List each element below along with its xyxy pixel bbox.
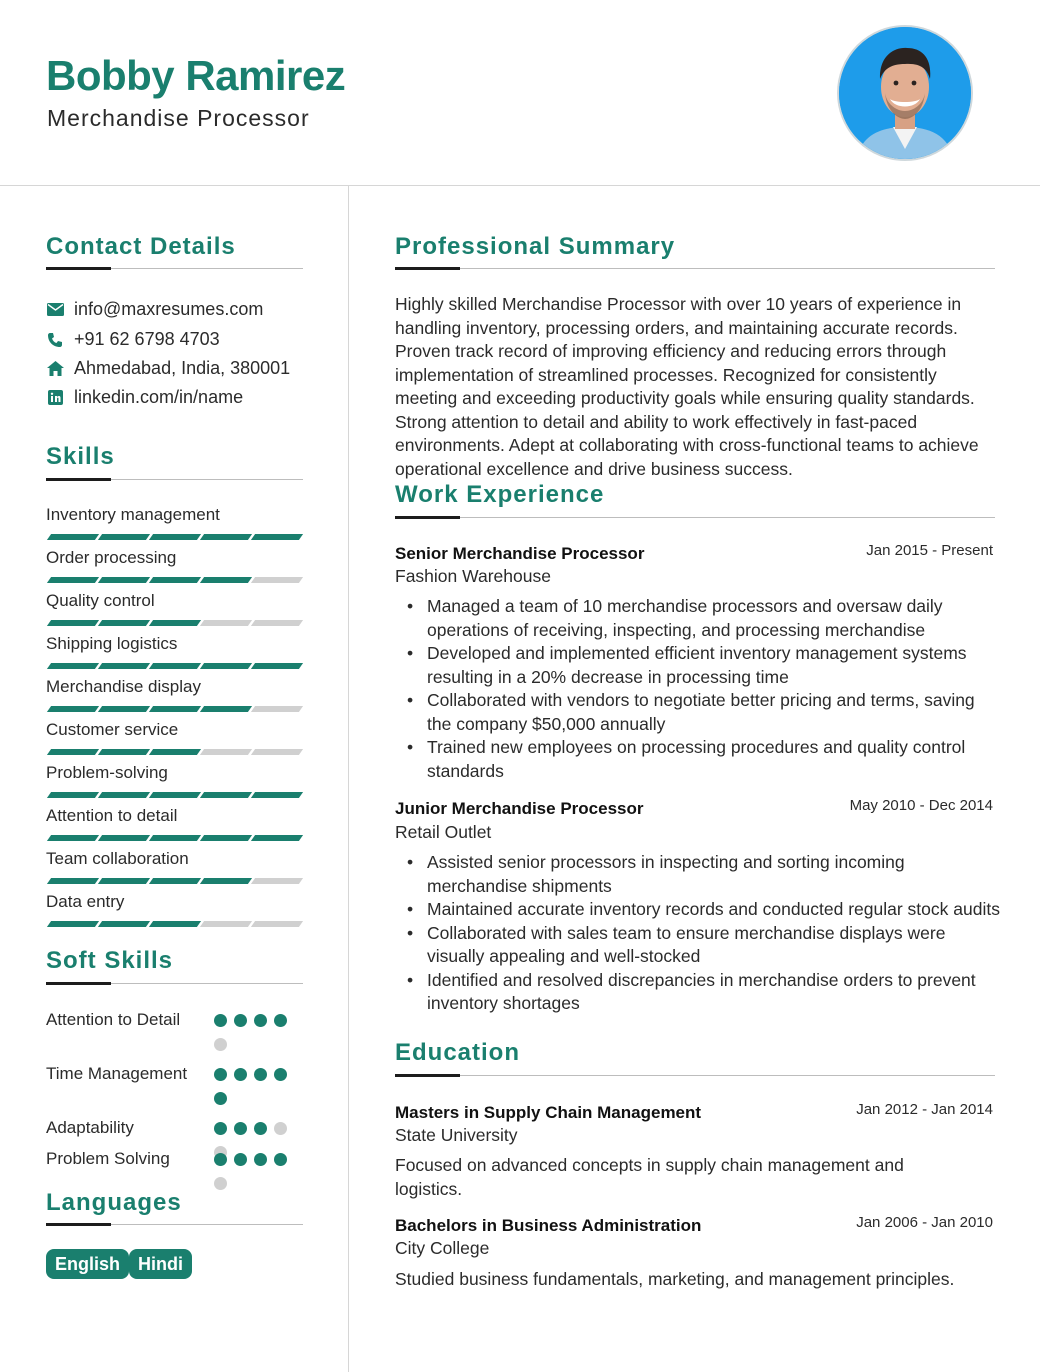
skill-level-segment <box>98 534 150 540</box>
job-dates: Jan 2015 - Present <box>866 542 993 559</box>
skill-level-segment <box>251 792 303 798</box>
contact-phone[interactable] <box>46 329 220 350</box>
language-badge: English <box>46 1249 129 1279</box>
skill-level-segment <box>47 620 99 626</box>
list-item: • Developed and implemented efficient inventory management systems resulting in a 20% decrease in processing time <box>427 642 1000 689</box>
skill-level-segment <box>200 620 252 626</box>
skill-level-segment <box>98 749 150 755</box>
skill-level-bar <box>46 534 302 540</box>
job-bullets <box>395 595 1000 783</box>
degree-dates: Jan 2012 - Jan 2014 <box>856 1101 993 1118</box>
languages-rule <box>46 1224 303 1225</box>
skill-level-segment <box>200 878 252 884</box>
contact-address <box>46 358 290 379</box>
skill-level-bar <box>46 921 302 927</box>
skill-level-segment <box>98 878 150 884</box>
skill-level-segment <box>47 663 99 669</box>
skill-level-segment <box>149 577 201 583</box>
skill-level-segment <box>200 663 252 669</box>
summary-rule <box>395 268 995 269</box>
candidate-name: Bobby Ramirez <box>46 52 346 99</box>
contact-rule <box>46 268 303 269</box>
candidate-title: Merchandise Processor <box>47 105 310 131</box>
resume-header <box>0 0 1040 186</box>
skill-level-segment <box>98 792 150 798</box>
experience-rule <box>395 517 995 518</box>
degree-description: Focused on advanced concepts in supply chain management and logistics. <box>395 1155 904 1199</box>
skill-level-segment <box>149 620 201 626</box>
skills-heading: Skills <box>46 443 115 470</box>
skill-level-segment <box>47 749 99 755</box>
envelope-icon <box>46 301 64 319</box>
skill-level-segment <box>251 663 303 669</box>
degree-dates: Jan 2006 - Jan 2010 <box>856 1214 993 1231</box>
phone-text: +91 62 6798 4703 <box>74 329 220 349</box>
skill-level-bar <box>46 663 302 669</box>
skill-level-bar <box>46 749 302 755</box>
email-text: info@maxresumes.com <box>74 299 264 319</box>
degree-description: Studied business fundamentals, marketing, and management principles. <box>395 1269 955 1289</box>
skill-name: Merchandise display <box>46 677 201 696</box>
skill-level-segment <box>251 835 303 841</box>
skill-level-segment <box>47 921 99 927</box>
soft-skill-name: Adaptability <box>46 1118 134 1137</box>
rating-dot <box>274 1068 287 1081</box>
skill-name: Customer service <box>46 720 179 739</box>
rating-dot <box>214 1038 227 1051</box>
rating-dot <box>234 1014 247 1027</box>
education-rule <box>395 1075 995 1076</box>
profile-photo <box>837 25 973 161</box>
skill-level-segment <box>47 835 99 841</box>
skill-level-segment <box>251 620 303 626</box>
skill-level-bar <box>46 577 302 583</box>
skill-level-segment <box>200 577 252 583</box>
soft-skills-rule <box>46 983 303 984</box>
degree-title: Masters in Supply Chain Management <box>395 1103 702 1122</box>
skill-level-segment <box>149 749 201 755</box>
phone-icon <box>46 331 64 349</box>
skill-level-segment <box>47 534 99 540</box>
skill-level-segment <box>98 577 150 583</box>
soft-skill-name: Attention to Detail <box>46 1010 181 1029</box>
skills-rule <box>46 479 303 480</box>
list-item: • Identified and resolved discrepancies in merchandise orders to prevent inventory shortages <box>427 969 1000 1016</box>
rating-dot <box>214 1177 227 1190</box>
list-item: • Maintained accurate inventory records and conducted regular stock audits <box>427 898 1000 922</box>
skill-level-segment <box>200 706 252 712</box>
list-item: • Trained new employees on processing procedures and quality control standards <box>427 736 1000 783</box>
skill-level-bar <box>46 620 302 626</box>
rating-dot <box>214 1122 227 1135</box>
rating-dot <box>214 1068 227 1081</box>
skill-name: Order processing <box>46 548 177 567</box>
rating-dot <box>214 1153 227 1166</box>
job-dates: May 2010 - Dec 2014 <box>849 797 993 814</box>
summary-text: Highly skilled Merchandise Processor with over 10 years of experience in handling inventory, processing orders, and maintaining accurate records. Proven track record of improving efficiency and reducing errors through implementation of streamlined processes. Recognized for consistently meeting and exceeding productivity goals while ensuring quality standards. Strong attention to detail and ability to work effectively in fast-paced environments. Adept at collaborating with cross-functional teams to achieve operational excellence and drive business success. <box>395 294 979 479</box>
rating-dot <box>274 1122 287 1135</box>
skill-level-segment <box>98 620 150 626</box>
job-role: Senior Merchandise Processor <box>395 544 645 563</box>
languages-heading: Languages <box>46 1189 182 1216</box>
skill-level-segment <box>47 792 99 798</box>
skill-level-segment <box>200 749 252 755</box>
skill-level-segment <box>47 706 99 712</box>
skill-level-segment <box>149 534 201 540</box>
skill-level-segment <box>149 706 201 712</box>
skill-level-segment <box>251 577 303 583</box>
list-item: • Collaborated with sales team to ensure merchandise displays were visually appealing and well-stocked <box>427 922 1000 969</box>
rating-dot <box>254 1068 267 1081</box>
skill-level-segment <box>251 706 303 712</box>
skill-level-segment <box>149 878 201 884</box>
list-item: • Managed a team of 10 merchandise processors and oversaw daily operations of receiving, inspecting, and processing merchandise <box>427 595 1000 642</box>
skill-level-segment <box>149 663 201 669</box>
soft-skill-name: Time Management <box>46 1064 188 1083</box>
home-icon <box>46 360 64 378</box>
rating-dot <box>274 1153 287 1166</box>
skill-level-bar <box>46 878 302 884</box>
soft-skill-name: Problem Solving <box>46 1149 170 1168</box>
education-heading: Education <box>395 1039 521 1066</box>
skill-name: Problem-solving <box>46 763 168 782</box>
rating-dot <box>254 1153 267 1166</box>
rating-dot <box>214 1014 227 1027</box>
school-name: State University <box>395 1125 518 1145</box>
job-role: Junior Merchandise Processor <box>395 799 644 818</box>
contact-linkedin[interactable] <box>46 387 243 408</box>
rating-dot <box>234 1153 247 1166</box>
contact-email[interactable] <box>46 299 263 320</box>
rating-dot <box>214 1092 227 1105</box>
skill-level-segment <box>47 577 99 583</box>
skill-name: Inventory management <box>46 505 220 524</box>
skill-level-segment <box>200 534 252 540</box>
skill-level-segment <box>98 663 150 669</box>
contact-heading: Contact Details <box>46 233 236 260</box>
skill-level-bar <box>46 792 302 798</box>
job-company: Fashion Warehouse <box>395 566 551 586</box>
job-bullets <box>395 851 1000 1016</box>
skill-level-segment <box>98 706 150 712</box>
skill-level-bar <box>46 835 302 841</box>
skill-name: Shipping logistics <box>46 634 178 653</box>
school-name: City College <box>395 1238 490 1258</box>
address-text: Ahmedabad, India, 380001 <box>74 358 291 378</box>
skill-name: Data entry <box>46 892 125 911</box>
column-divider <box>348 186 349 1372</box>
linkedin-icon <box>46 389 64 407</box>
skill-level-segment <box>251 749 303 755</box>
skill-name: Team collaboration <box>46 849 189 868</box>
summary-heading: Professional Summary <box>395 233 676 260</box>
language-badge: Hindi <box>129 1249 192 1279</box>
rating-dot <box>274 1014 287 1027</box>
job-company: Retail Outlet <box>395 822 492 842</box>
skill-level-segment <box>98 921 150 927</box>
skill-level-segment <box>149 835 201 841</box>
skill-level-segment <box>251 878 303 884</box>
rating-dot <box>234 1122 247 1135</box>
list-item: • Assisted senior processors in inspecting and sorting incoming merchandise shipments <box>427 851 1000 898</box>
skill-level-segment <box>251 921 303 927</box>
skill-name: Attention to detail <box>46 806 178 825</box>
skill-level-segment <box>251 534 303 540</box>
rating-dot <box>254 1014 267 1027</box>
rating-dot <box>234 1068 247 1081</box>
skill-level-segment <box>200 835 252 841</box>
experience-heading: Work Experience <box>395 481 605 508</box>
skill-level-segment <box>149 921 201 927</box>
degree-title: Bachelors in Business Administration <box>395 1216 702 1235</box>
skill-level-segment <box>98 835 150 841</box>
rating-dot <box>254 1122 267 1135</box>
skill-name: Quality control <box>46 591 155 610</box>
list-item: • Collaborated with vendors to negotiate better pricing and terms, saving the company $50,000 annually <box>427 689 1000 736</box>
skill-level-segment <box>200 921 252 927</box>
skill-level-segment <box>149 792 201 798</box>
soft-skills-heading: Soft Skills <box>46 947 174 974</box>
linkedin-text: linkedin.com/in/name <box>74 387 244 407</box>
skill-level-segment <box>47 878 99 884</box>
skill-level-segment <box>200 792 252 798</box>
skill-level-bar <box>46 706 302 712</box>
